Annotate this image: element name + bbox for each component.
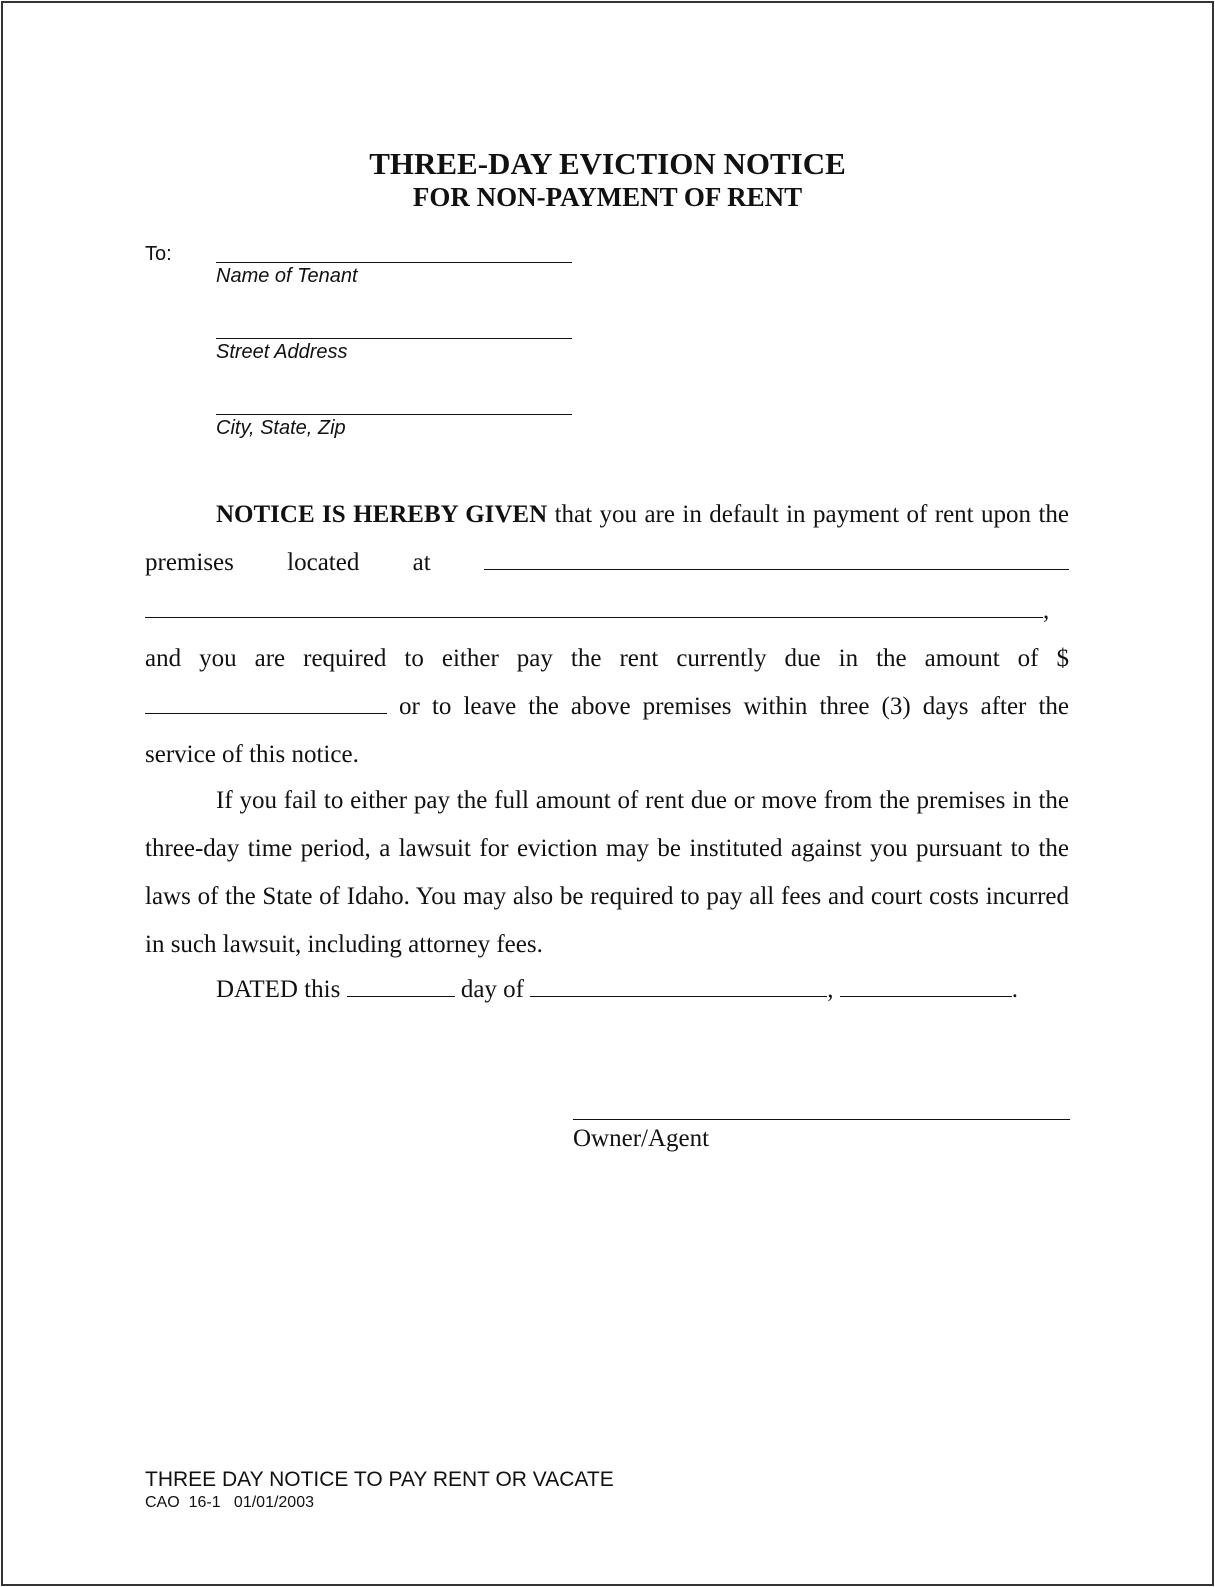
premises-address-field-1[interactable] bbox=[484, 549, 1069, 570]
city-state-zip-field[interactable] bbox=[216, 414, 572, 415]
signature-field[interactable] bbox=[573, 1119, 1070, 1120]
notice-lead: NOTICE IS HEREBY GIVEN bbox=[216, 501, 548, 528]
to-label: To: bbox=[145, 243, 172, 265]
city-state-zip-label: City, State, Zip bbox=[216, 417, 346, 439]
dated-line bbox=[216, 966, 1018, 1014]
dated-lead: DATED this bbox=[216, 976, 347, 1003]
premises-comma: , bbox=[1043, 597, 1050, 624]
street-address-field[interactable] bbox=[216, 338, 572, 339]
notice-paragraph bbox=[145, 491, 1069, 779]
dated-comma: , bbox=[827, 976, 840, 1003]
tenant-name-label: Name of Tenant bbox=[216, 265, 358, 287]
tenant-name-field[interactable] bbox=[216, 262, 572, 263]
rent-amount-field[interactable] bbox=[145, 693, 387, 714]
consequence-text: If you fail to either pay the full amount of rent due or move from the premises in the three-day time period, a lawsuit for eviction may be instituted against you pursuant to the laws of the State of Idaho. You may also be required to pay all fees and court costs incurred in such lawsuit, including attorney fees. bbox=[145, 787, 1069, 958]
notice-text-b: and you are required to either pay the rent currently due in the amount of $ bbox=[145, 645, 1069, 672]
notice-text-a: that you are in default in payment of rent upon the premises located at bbox=[145, 501, 1070, 576]
consequence-paragraph bbox=[145, 777, 1069, 969]
street-address-label: Street Address bbox=[216, 341, 348, 363]
dated-middle: day of bbox=[454, 976, 531, 1003]
dated-year-field[interactable] bbox=[840, 976, 1012, 997]
signature-label: Owner/Agent bbox=[573, 1125, 710, 1152]
notice-text-c: or to leave the above premises within three (3) days after the service of this notice. bbox=[145, 693, 1069, 768]
premises-address-field-2[interactable] bbox=[145, 597, 1043, 618]
dated-day-field[interactable] bbox=[347, 976, 455, 997]
dated-end: . bbox=[1011, 976, 1018, 1003]
document-title: THREE-DAY EVICTION NOTICE bbox=[369, 146, 846, 181]
document-subtitle: FOR NON-PAYMENT OF RENT bbox=[412, 182, 803, 212]
footer-form-code: CAO 16-1 01/01/2003 bbox=[145, 1494, 314, 1511]
dated-month-field[interactable] bbox=[530, 976, 827, 997]
footer-form-title: THREE DAY NOTICE TO PAY RENT OR VACATE bbox=[145, 1468, 614, 1491]
